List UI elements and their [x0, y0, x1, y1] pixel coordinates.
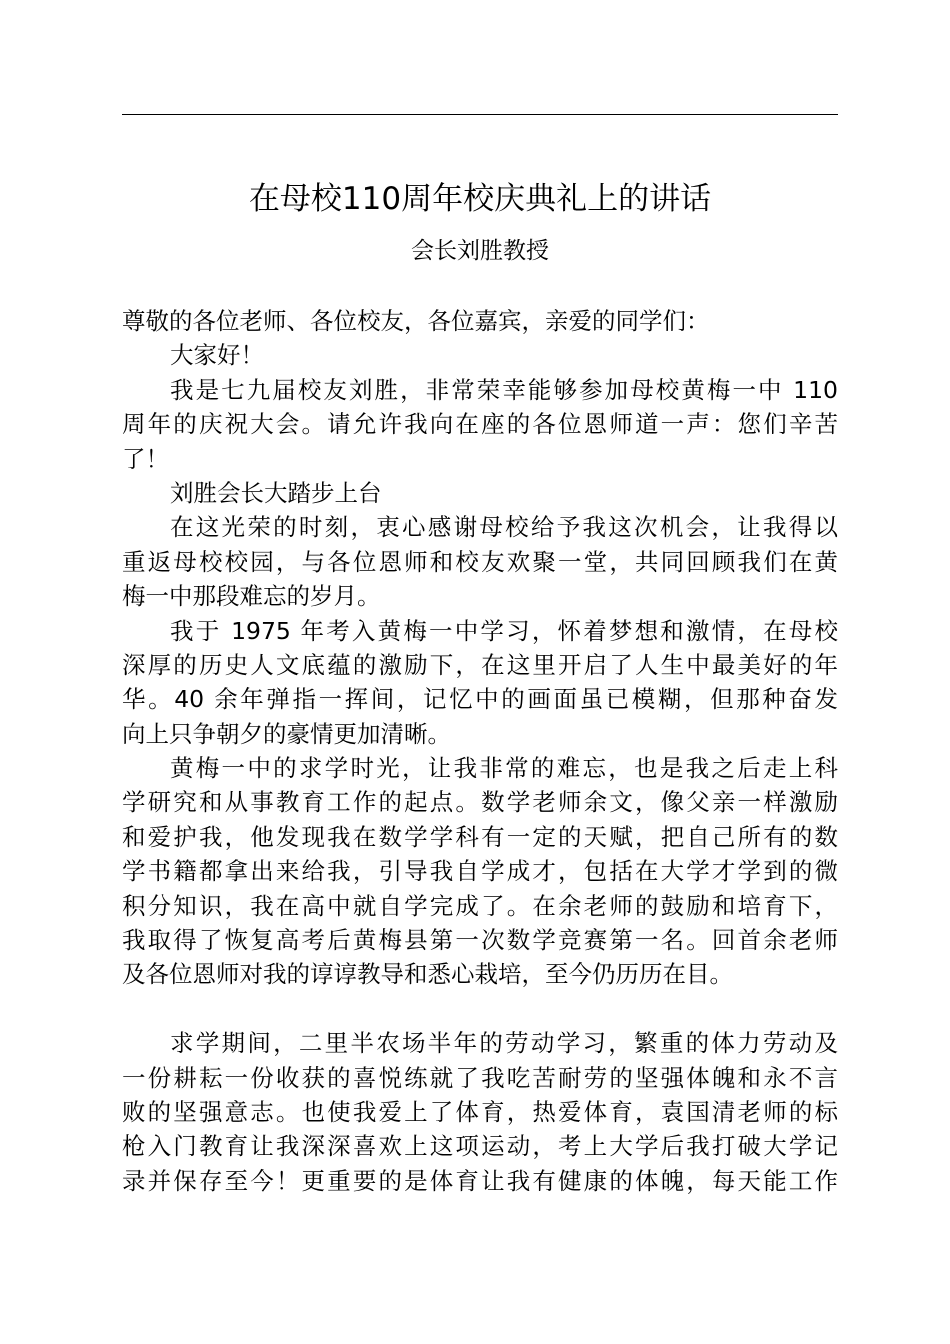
body-line: 在这光荣的时刻，衷心感谢母校给予我这次机会，让我得以: [170, 513, 838, 542]
body-line: 学书籍都拿出来给我，引导我自学成才，包括在大学才学到的微: [122, 857, 838, 886]
body-line: 华。40 余年弹指一挥间，记忆中的画面虽已模糊，但那种奋发: [122, 685, 838, 714]
page-title: 在母校110周年校庆典礼上的讲话: [248, 181, 712, 217]
paragraph-gap: [122, 992, 838, 1026]
body-line: 学研究和从事教育工作的起点。数学老师余文，像父亲一样激励: [122, 788, 838, 817]
header-rule: [122, 114, 838, 115]
body-line: 和爱护我，他发现我在数学学科有一定的天赋，把自己所有的数: [122, 822, 838, 851]
body-line: 枪入门教育让我深深喜欢上这项运动，考上大学后我打破大学记: [122, 1132, 838, 1161]
body-line: 录并保存至今！更重要的是体育让我有健康的体魄，每天能工作: [122, 1166, 838, 1195]
body-line: 及各位恩师对我的谆谆教导和悉心栽培，至今仍历历在目。: [122, 960, 733, 989]
page-subtitle: 会长刘胜教授: [411, 238, 549, 264]
body-line: 积分知识，我在高中就自学完成了。在余老师的鼓励和培育下，: [122, 891, 838, 920]
body-line: 我于 1975 年考入黄梅一中学习，怀着梦想和激情，在母校: [170, 616, 838, 645]
body-line: 黄梅一中的求学时光，让我非常的难忘，也是我之后走上科: [170, 754, 838, 783]
body-line: 我是七九届校友刘胜，非常荣幸能够参加母校黄梅一中 110: [170, 375, 838, 404]
body-line: 向上只争朝夕的豪情更加清晰。: [122, 719, 451, 748]
body-line: 周年的庆祝大会。请允许我向在座的各位恩师道一声：您们辛苦: [122, 410, 838, 439]
body-line: 了！: [122, 444, 169, 473]
salutation-line: 尊敬的各位老师、各位校友，各位嘉宾，亲爱的同学们：: [122, 307, 710, 335]
body-line: 深厚的历史人文底蕴的激励下，在这里开启了人生中最美好的年: [122, 650, 838, 679]
body-line: 重返母校校园，与各位恩师和校友欢聚一堂，共同回顾我们在黄: [122, 547, 838, 576]
stage-direction-line: 刘胜会长大踏步上台: [170, 478, 382, 507]
body-line: 一份耕耘一份收获的喜悦练就了我吃苦耐劳的坚强体魄和永不言: [122, 1063, 838, 1092]
greeting-line: 大家好！: [170, 341, 264, 370]
body-line: 梅一中那段难忘的岁月。: [122, 582, 381, 611]
speech-body: [122, 304, 838, 1198]
body-line: 我取得了恢复高考后黄梅县第一次数学竞赛第一名。回首余老师: [122, 926, 838, 955]
body-line: 败的坚强意志。也使我爱上了体育，热爱体育，袁国清老师的标: [122, 1097, 838, 1126]
body-line: 求学期间，二里半农场半年的劳动学习，繁重的体力劳动及: [170, 1029, 838, 1058]
